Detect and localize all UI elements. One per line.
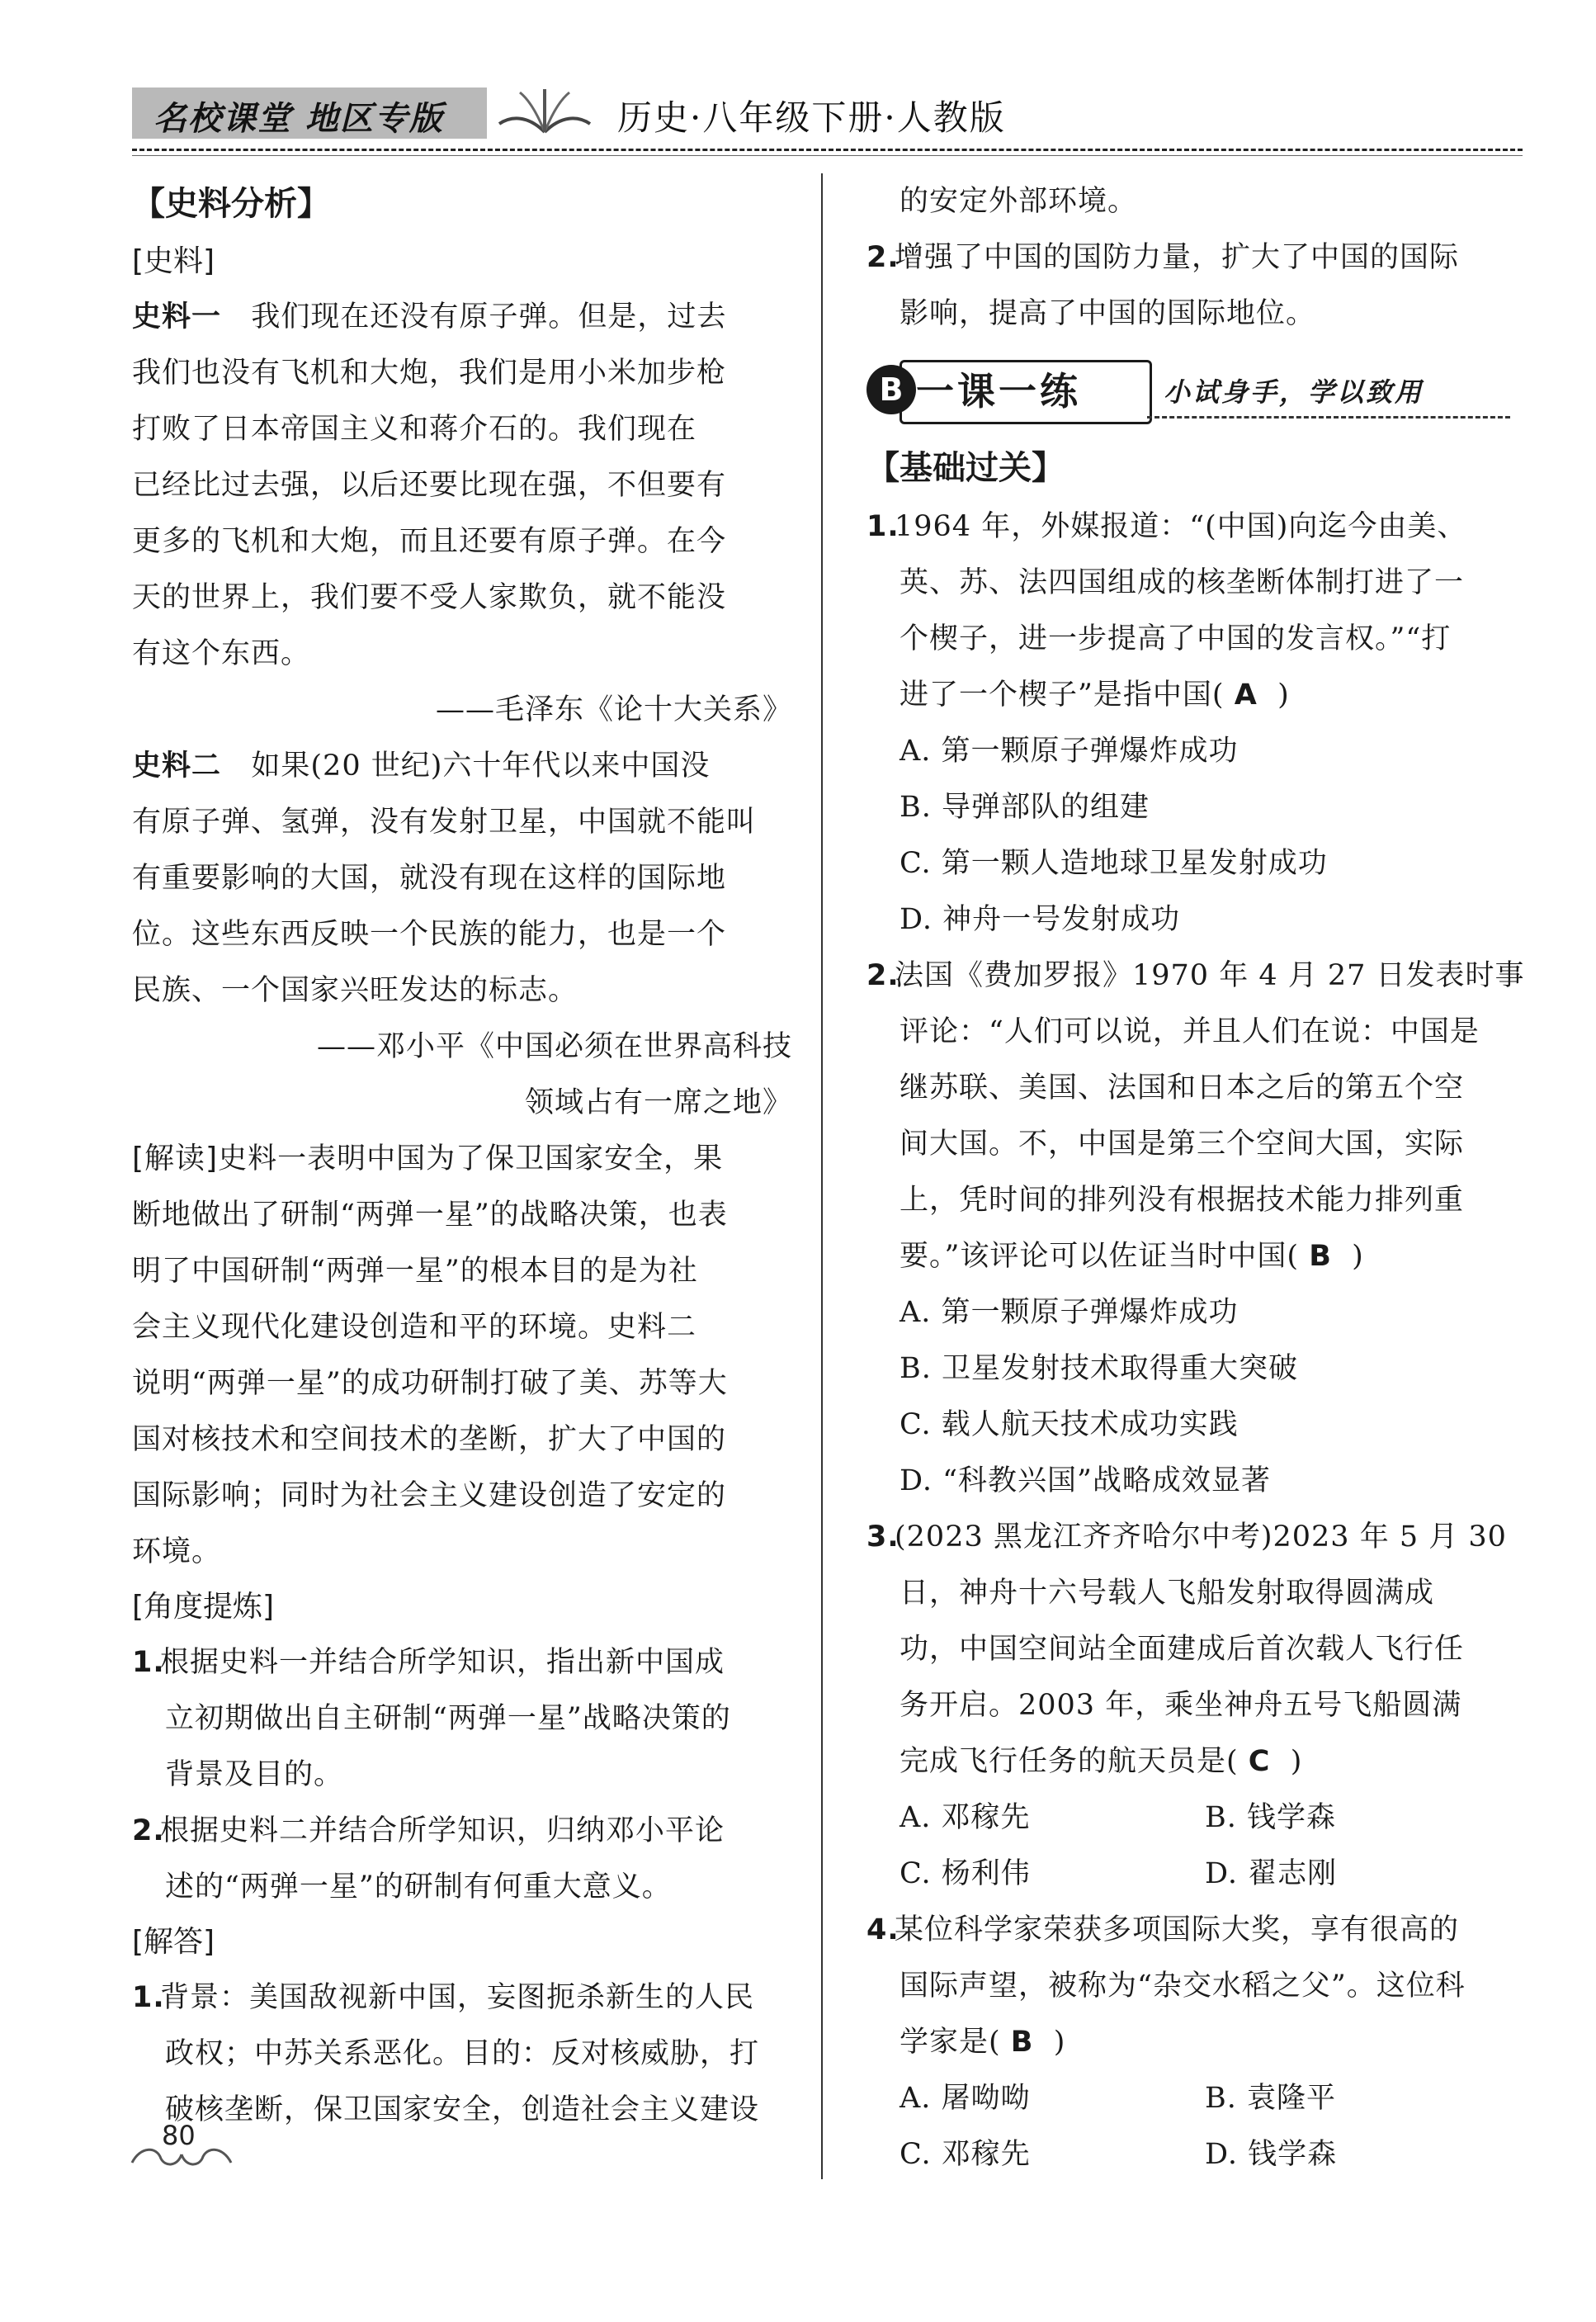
section-title-analysis: 【史料分析】 [132, 185, 330, 223]
mcq-line: 4.某位科学家荣获多项国际大奖，享有很高的 [866, 1913, 1460, 1946]
banner-title: 一课一练 [916, 369, 1081, 414]
text-line: 评论：“人们可以说，并且人们在说：中国是 [900, 1015, 1480, 1048]
left-column [132, 173, 792, 2138]
source-two-line: 史料二 如果(20 世纪)六十年代以来中国没 [132, 750, 711, 783]
option: A. 第一颗原子弹爆炸成功 [900, 735, 1239, 768]
text-line: 有重要影响的大国，就没有现在这样的国际地 [132, 862, 727, 895]
text-line: 天的世界上，我们要不受人家欺负，就不能没 [132, 581, 727, 614]
source-two-label: 史料二 [132, 750, 222, 783]
banner-slogan: 小试身手，学以致用 [1164, 376, 1424, 408]
text-line: 说明“两弹一星”的成功研制打破了美、苏等大 [132, 1367, 728, 1400]
header-divider [132, 149, 1523, 151]
text-line: 日，神舟十六号载人飞船发射取得圆满成 [900, 1577, 1435, 1610]
option: B. 导弹部队的组建 [900, 791, 1150, 824]
leaf-ornament-icon [495, 83, 594, 140]
text-line: 更多的飞机和大炮，而且还要有原子弹。在今 [132, 525, 727, 558]
text-line: 民族、一个国家兴旺发达的标志。 [132, 974, 578, 1007]
mcq-stem-end: 进了一个楔子”是指中国( A ) [900, 679, 1290, 712]
text-line: 影响，提高了中国的国际地位。 [900, 297, 1316, 330]
mcq-stem-end: 完成飞行任务的航天员是( C ) [900, 1745, 1303, 1778]
right-column [866, 173, 1525, 2182]
text-line: 的安定外部环境。 [900, 185, 1138, 218]
option: C. 杨利伟 [900, 1857, 1031, 1890]
text-line: 会主义现代化建设创造和平的环境。史料二 [132, 1311, 697, 1344]
subject-title: 历史·八年级下册·人教版 [617, 97, 1006, 138]
interpretation-line: [解读]史料一表明中国为了保卫国家安全，果 [132, 1142, 724, 1175]
header-divider-thin [132, 155, 1523, 156]
option: C. 载人航天技术成功实践 [900, 1408, 1239, 1441]
option-row [866, 2070, 1510, 2126]
text-line: 环境。 [132, 1535, 222, 1568]
text-line: 我们也没有飞机和大炮，我们是用小米加步枪 [132, 357, 727, 390]
option: C. 第一颗人造地球卫星发射成功 [900, 847, 1328, 880]
source-one-citation: ——毛泽东《论十大关系》 [435, 693, 792, 726]
question-line: 2.根据史料二并结合所学知识，归纳邓小平论 [132, 1814, 725, 1847]
option-row [866, 1790, 1510, 1846]
source-one-label: 史料一 [132, 300, 222, 333]
mcq-line: 2.法国《费加罗报》1970 年 4 月 27 日发表时事 [866, 959, 1525, 992]
answer-line: 2.增强了中国的国防力量，扩大了中国的国际 [866, 241, 1460, 274]
banner-letter: B [866, 365, 916, 414]
text-line: 有原子弹、氢弹，没有发射卫星，中国就不能叫 [132, 806, 757, 839]
answer-mark: B [1010, 2026, 1034, 2059]
text-line: 务开启。2003 年，乘坐神舟五号飞船圆满 [900, 1689, 1462, 1722]
option: B. 钱学森 [1205, 1801, 1336, 1834]
option: A. 第一颗原子弹爆炸成功 [900, 1296, 1239, 1329]
option: D. 钱学森 [1205, 2138, 1338, 2171]
text-line: 国际声望，被称为“杂交水稻之父”。这位科 [900, 1970, 1466, 2003]
text-line: 已经比过去强，以后还要比现在强，不但要有 [132, 469, 727, 502]
option: D. 翟志刚 [1205, 1857, 1338, 1890]
option: C. 邓稼先 [900, 2138, 1031, 2171]
label-jiedu: [解读] [132, 1142, 219, 1175]
option: B. 卫星发射技术取得重大突破 [900, 1352, 1298, 1385]
text-line: 国对核技术和空间技术的垄断，扩大了中国的 [132, 1423, 727, 1456]
text-line: 上，凭时间的排列没有根据技术能力排列重 [900, 1184, 1465, 1217]
option-row [866, 1846, 1510, 1902]
text-line: 政权；中苏关系恶化。目的：反对核威胁，打 [165, 2037, 760, 2070]
text-line: 破核垄断，保卫国家安全，创造社会主义建设 [165, 2093, 760, 2126]
mcq-line: 1.1964 年，外媒报道：“(中国)向迄今由美、 [866, 510, 1467, 543]
option: D. 神舟一号发射成功 [900, 903, 1181, 936]
mcq-line: 3.(2023 黑龙江齐齐哈尔中考)2023 年 5 月 30 [866, 1520, 1507, 1554]
text-line: 间大国。不，中国是第三个空间大国，实际 [900, 1128, 1465, 1161]
text-line: 有这个东西。 [132, 637, 311, 670]
source-one-line: 史料一 我们现在还没有原子弹。但是，过去 [132, 300, 727, 333]
text-line: 国际影响；同时为社会主义建设创造了安定的 [132, 1479, 727, 1512]
text-line: 功，中国空间站全面建成后首次载人飞行任 [900, 1633, 1465, 1666]
option-row [866, 2126, 1510, 2182]
text-line: 立初期做出自主研制“两弹一星”战略决策的 [165, 1702, 731, 1735]
practice-banner [866, 353, 1510, 433]
answer-line: 1.背景：美国敌视新中国，妄图扼杀新生的人民 [132, 1981, 755, 2014]
text-line: 背景及目的。 [165, 1758, 344, 1791]
label-jieda: [解答] [132, 1925, 215, 1959]
option: A. 邓稼先 [900, 1801, 1031, 1834]
text-line: 断地做出了研制“两弹一星”的战略决策，也表 [132, 1199, 728, 1232]
text-line: 打败了日本帝国主义和蒋介石的。我们现在 [132, 413, 697, 446]
column-divider [821, 173, 823, 2179]
answer-mark: C [1248, 1745, 1271, 1778]
option: D. “科教兴国”战略成效显著 [900, 1464, 1271, 1497]
option: A. 屠呦呦 [900, 2082, 1031, 2115]
text-line: 个楔子，进一步提高了中国的发言权。”“打 [900, 622, 1452, 655]
mcq-stem-end: 要。”该评论可以佐证当时中国( B ) [900, 1240, 1364, 1273]
banner-divider [1147, 416, 1510, 419]
text-line: 述的“两弹一星”的研制有何重大意义。 [165, 1870, 672, 1903]
text-line: 位。这些东西反映一个民族的能力，也是一个 [132, 918, 727, 951]
text-line: 继苏联、美国、法国和日本之后的第五个空 [900, 1071, 1465, 1104]
mcq-stem-end: 学家是( B ) [900, 2026, 1066, 2059]
label-shiliao: [史料] [132, 244, 215, 278]
section-title-basics: 【基础过关】 [866, 449, 1065, 487]
answer-mark: A [1234, 679, 1258, 712]
page-number: 80 [162, 2120, 196, 2151]
source-two-citation: ——邓小平《中国必须在世界高科技 [316, 1030, 792, 1063]
source-two-citation: 领域占有一席之地》 [524, 1086, 792, 1119]
option: B. 袁隆平 [1205, 2082, 1336, 2115]
swirl-ornament-icon [124, 2138, 239, 2171]
text-line: 英、苏、法四国组成的核垄断体制打进了一 [900, 566, 1465, 599]
question-line: 1.根据史料一并结合所学知识，指出新中国成 [132, 1646, 725, 1679]
text-line: 明了中国研制“两弹一星”的根本目的是为社 [132, 1255, 698, 1288]
page-header [132, 83, 1523, 154]
brand-title: 名校课堂 地区专版 [153, 99, 444, 138]
label-jiaodu: [角度提炼] [132, 1590, 275, 1624]
answer-mark: B [1309, 1240, 1332, 1273]
